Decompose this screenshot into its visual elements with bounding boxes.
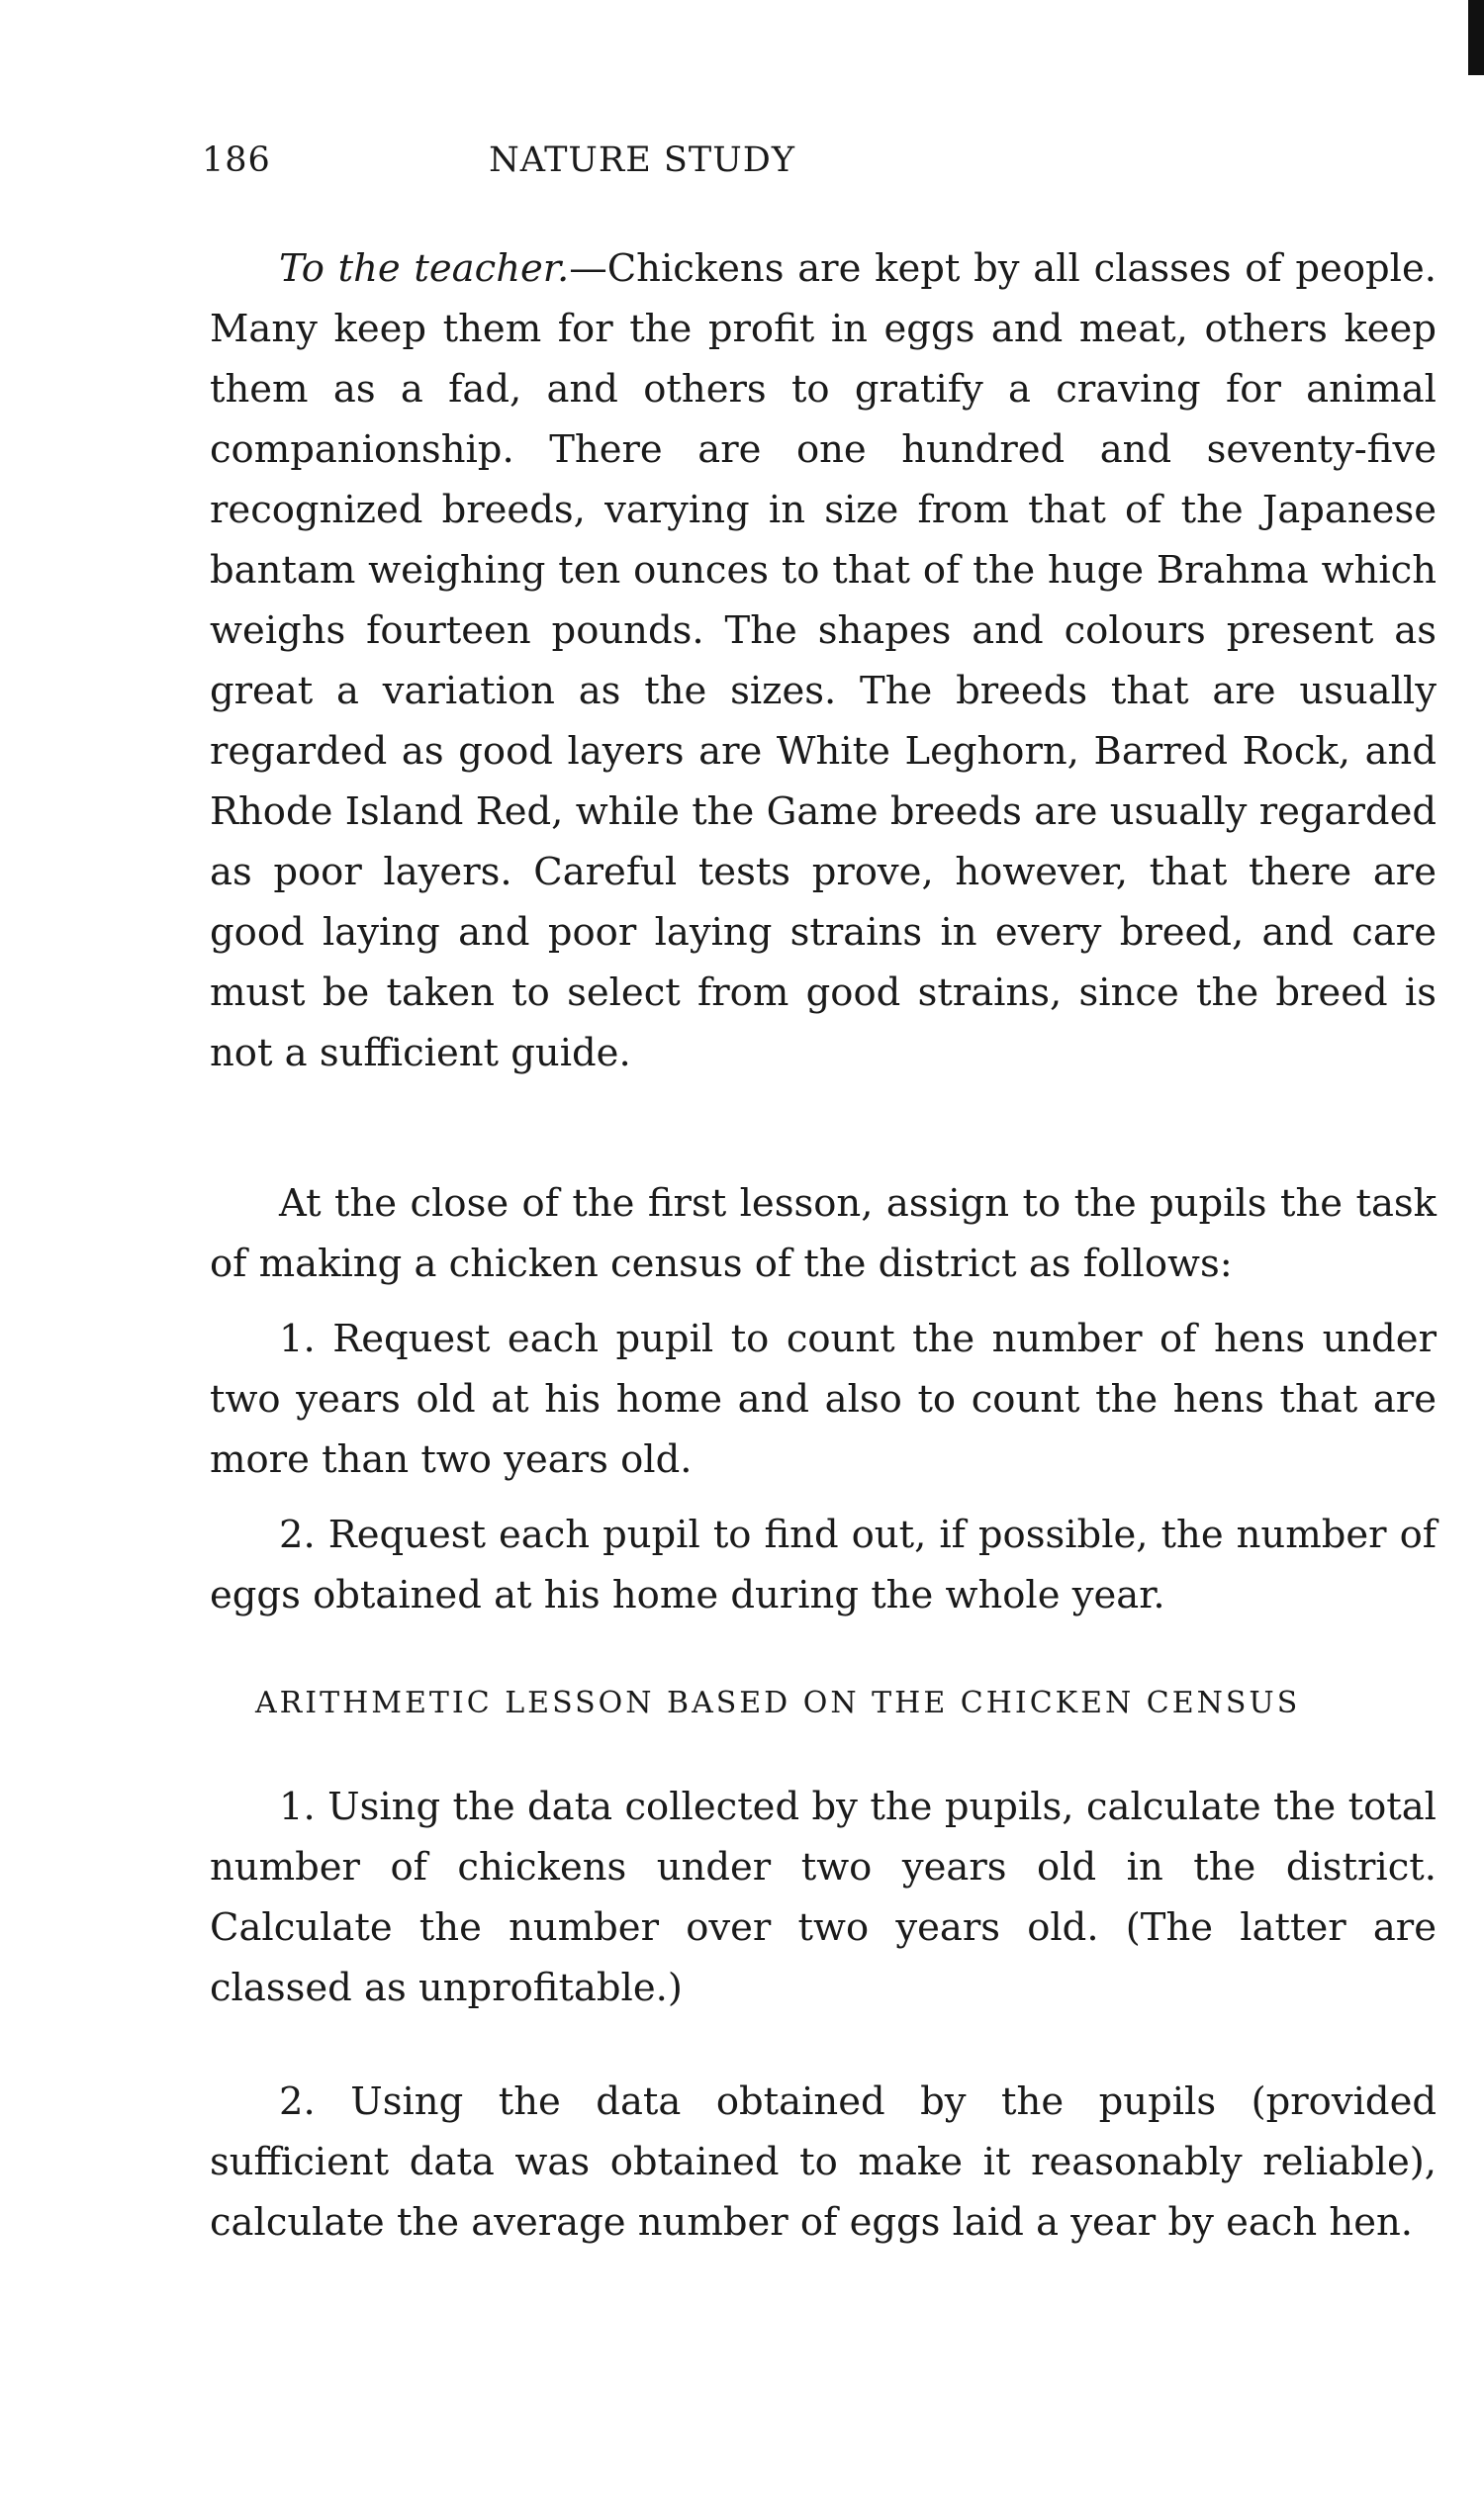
- page-number: 186: [202, 140, 271, 180]
- intro-paragraph: [210, 238, 1437, 1083]
- running-head: NATURE STUDY: [489, 140, 795, 180]
- census-step-2: 2. Request each pupil to find out, if possible, the number of eggs obtained at his home during the whole year.: [210, 1513, 1437, 1617]
- section-heading: ARITHMETIC LESSON BASED ON THE CHICKEN CENSUS: [255, 1686, 1301, 1720]
- lesson-step-2: 2. Using the data obtained by the pupils (provided sufficient data was obtained to make it reasonably reliable), calculate the average number of eggs laid a year by each hen.: [210, 2079, 1437, 2245]
- page-header: [202, 140, 1001, 190]
- page-edge-mark: [1468, 0, 1484, 75]
- assignment-paragraph: At the close of the first lesson, assign to the pupils the task of making a chicken census of the district as follows:: [210, 1181, 1437, 1286]
- lesson-step-1: 1. Using the data collected by the pupils, calculate the total number of chickens under two years old in the district. Calculate the number over two years old. (The latter are classed as unprofitable.): [210, 1785, 1437, 2010]
- census-step-1: 1. Request each pupil to count the number of hens under two years old at his home and also to count the hens that are more than two years old.: [210, 1317, 1437, 1482]
- intro-paragraph-body: —Chickens are kept by all classes of people. Many keep them for the profit in eggs and meat, others keep them as a fad, and others to gratify a craving for animal companionship. There are one hundred and seventy-five recognized breeds, varying in size from that of the Japanese bantam weighing ten ounces to that of the huge Brahma which weighs fourteen pounds. The shapes and colours present as great a variation as the sizes. The breeds that are usually regarded as good layers are White Leghorn, Barred Rock, and Rhode Island Red, while the Game breeds are usually regarded as poor layers. Careful tests prove, however, that there are good laying and poor laying strains in every breed, and care must be taken to select from good strains, since the breed is not a sufficient guide.: [210, 246, 1437, 1075]
- to-the-teacher-lead: To the teacher.: [279, 246, 570, 291]
